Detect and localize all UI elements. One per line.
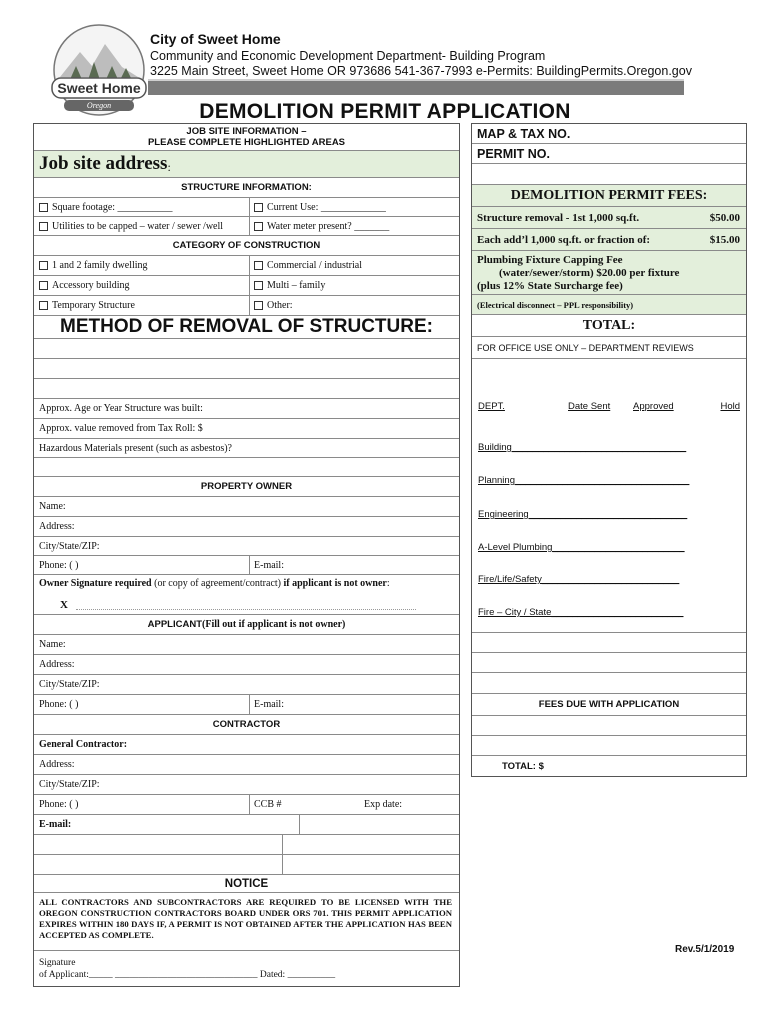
city-name: City of Sweet Home xyxy=(150,31,281,47)
other-label: Other: xyxy=(267,300,293,311)
job-site-heading-line-2: PLEASE COMPLETE HIGHLIGHTED AREAS xyxy=(147,137,346,148)
owner-heading-text: PROPERTY OWNER xyxy=(200,481,293,492)
application-form xyxy=(33,123,460,987)
map-tax-label: MAP & TAX NO. xyxy=(477,126,571,141)
blank-line[interactable] xyxy=(34,458,459,477)
owner-name-field[interactable] xyxy=(34,497,459,517)
owner-signature-condition: if applicant is not owner xyxy=(283,578,387,589)
owner-signature-field[interactable] xyxy=(34,575,459,615)
plumbing-fee-detail: (water/sewer/storm) $20.00 per fixture xyxy=(499,267,680,279)
structure-info-heading-text: STRUCTURE INFORMATION: xyxy=(181,182,312,193)
fees-heading-text: DEMOLITION PERMIT FEES: xyxy=(510,187,708,203)
contractor-phone-field[interactable] xyxy=(34,795,78,814)
age-field[interactable] xyxy=(34,399,459,419)
applicant-heading xyxy=(34,615,459,635)
job-site-heading-line-1: JOB SITE INFORMATION – xyxy=(186,126,307,137)
one-two-family-label: 1 and 2 family dwelling xyxy=(52,260,148,271)
contractor-city-field[interactable] xyxy=(34,775,459,795)
plumbing-surcharge: (plus 12% State Surcharge fee) xyxy=(477,280,623,292)
owner-city-label: City/State/ZIP: xyxy=(39,540,100,552)
total-due-field[interactable] xyxy=(472,756,746,776)
hazardous-field[interactable] xyxy=(34,439,459,458)
structure-removal-fee: $50.00 xyxy=(709,211,740,224)
contractor-phone-label: Phone: ( ) xyxy=(39,799,79,810)
review-planning[interactable]: Planning_________________________________ xyxy=(478,475,690,486)
commercial-checkbox[interactable] xyxy=(254,261,263,270)
job-site-address-colon: : xyxy=(167,159,171,174)
revision-date: Rev.5/1/2019 xyxy=(675,944,735,955)
contractor-heading xyxy=(34,715,459,735)
method-line-1[interactable] xyxy=(34,339,459,359)
logo-text: Sweet Home xyxy=(57,80,141,96)
blank-row-2[interactable] xyxy=(34,855,459,875)
blank-right-row[interactable] xyxy=(472,164,746,185)
job-site-address-label: Job site address xyxy=(39,153,168,174)
contractor-email-label: E-mail: xyxy=(39,819,72,830)
owner-address-field[interactable] xyxy=(34,517,459,537)
map-tax-field[interactable] xyxy=(472,124,746,144)
electrical-note: (Electrical disconnect – PPL responsibility) xyxy=(477,299,634,310)
square-footage-label: Square footage: ___________ xyxy=(52,201,173,213)
applicant-email-label: E-mail: xyxy=(254,699,284,710)
accessory-building-label: Accessory building xyxy=(52,280,130,291)
review-building[interactable]: Building_________________________________ xyxy=(478,442,687,453)
fees-due-row-2[interactable] xyxy=(472,736,746,756)
total-due-label: TOTAL: $ xyxy=(502,760,544,772)
contractor-address-label: Address: xyxy=(39,759,75,770)
temporary-structure-checkbox[interactable] xyxy=(39,301,48,310)
owner-city-field[interactable] xyxy=(34,537,459,556)
col-date-sent: Date Sent xyxy=(568,401,611,412)
applicant-signature-field[interactable] xyxy=(34,951,459,986)
document-title: DEMOLITION PERMIT APPLICATION xyxy=(199,100,571,123)
owner-signature-note: (or copy of agreement/contract) xyxy=(151,578,284,589)
one-two-family-checkbox[interactable] xyxy=(39,261,48,270)
plumbing-fee-label: Plumbing Fixture Capping Fee xyxy=(477,254,623,266)
contractor-heading-text: CONTRACTOR xyxy=(212,719,281,730)
each-additional-fee: $15.00 xyxy=(709,233,740,246)
signature-line xyxy=(76,609,416,610)
owner-address-label: Address: xyxy=(39,521,75,532)
age-label: Approx. Age or Year Structure was built: xyxy=(39,403,203,414)
ccb-label: CCB # xyxy=(254,799,282,810)
total-fee-field[interactable] xyxy=(472,315,746,337)
applicant-city-label: City/State/ZIP: xyxy=(39,679,100,690)
fees-due-text: FEES DUE WITH APPLICATION xyxy=(538,699,680,710)
department-name: Community and Economic Development Department- Building Program xyxy=(150,49,546,63)
review-engineering[interactable]: Engineering______________________________ xyxy=(478,509,688,520)
owner-phone-label: Phone: ( ) xyxy=(39,559,79,571)
applicant-phone-field[interactable] xyxy=(34,695,78,714)
department-reviews xyxy=(472,359,746,694)
notice-body xyxy=(34,893,459,951)
applicant-name-field[interactable] xyxy=(34,635,459,655)
utilities-capped-checkbox[interactable] xyxy=(39,222,48,231)
utilities-capped-label: Utilities to be capped – water / sewer /well xyxy=(52,220,224,232)
method-heading xyxy=(34,316,459,339)
owner-email-label: E-mail: xyxy=(254,559,284,571)
owner-email-field[interactable] xyxy=(249,556,284,574)
applicant-signature-label-2: of Applicant:_____ ______________________________ Dated: __________ xyxy=(39,970,336,980)
review-fire-life-safety[interactable]: Fire/Life/Safety__________________________ xyxy=(478,574,680,585)
method-line-3[interactable] xyxy=(34,379,459,399)
blank-row-1[interactable] xyxy=(34,835,459,855)
water-meter-label: Water meter present? _______ xyxy=(267,220,390,232)
header-bar-highlight xyxy=(148,79,684,81)
col-dept: DEPT. xyxy=(478,401,505,412)
owner-heading xyxy=(34,477,459,497)
other-checkbox[interactable] xyxy=(254,301,263,310)
structure-removal-label: Structure removal - 1st 1,000 sq.ft. xyxy=(477,211,640,224)
applicant-email-field[interactable] xyxy=(249,695,284,714)
notice-heading-text: NOTICE xyxy=(224,877,269,890)
owner-signature-required: Owner Signature required xyxy=(39,578,152,589)
category-heading-text: CATEGORY OF CONSTRUCTION xyxy=(172,240,321,251)
contractor-address-field[interactable] xyxy=(34,755,459,775)
contractor-city-label: City/State/ZIP: xyxy=(39,779,100,790)
current-use-checkbox[interactable] xyxy=(254,203,263,212)
fees-due-row-1[interactable] xyxy=(472,716,746,736)
method-heading-text: METHOD OF REMOVAL OF STRUCTURE: xyxy=(60,316,433,337)
exp-date-label: Exp date: xyxy=(364,799,403,810)
applicant-name-label: Name: xyxy=(39,639,66,650)
job-site-address-field[interactable] xyxy=(34,151,459,178)
applicant-phone-label: Phone: ( ) xyxy=(39,699,79,710)
signature-x-mark: X xyxy=(60,599,68,611)
office-panel xyxy=(471,123,747,777)
ccb-field[interactable] xyxy=(249,795,282,814)
logo-subtext: Oregon xyxy=(86,101,112,110)
review-fire-city-state[interactable]: Fire – City / State_________________________ xyxy=(478,607,684,618)
owner-signature-colon: : xyxy=(386,578,390,589)
method-line-2[interactable] xyxy=(34,359,459,379)
general-contractor-field[interactable] xyxy=(34,735,459,755)
owner-phone-field[interactable] xyxy=(34,556,78,574)
square-footage-checkbox[interactable] xyxy=(39,203,48,212)
department-address: 3225 Main Street, Sweet Home OR 973686 541-367-7993 e-Permits: BuildingPermits.Oregon.gov xyxy=(150,64,692,78)
office-use-heading xyxy=(472,337,746,359)
col-approved: Approved xyxy=(633,401,674,412)
applicant-address-field[interactable] xyxy=(34,655,459,675)
permit-no-label: PERMIT NO. xyxy=(477,146,550,161)
header-bar xyxy=(148,79,684,95)
applicant-signature-label-1: Signature xyxy=(39,958,76,968)
office-use-text: FOR OFFICE USE ONLY – DEPARTMENT REVIEWS xyxy=(477,342,694,353)
permit-no-field[interactable] xyxy=(472,144,746,164)
job-site-heading xyxy=(34,124,459,151)
fees-heading xyxy=(472,185,746,207)
multi-family-checkbox[interactable] xyxy=(254,281,263,290)
category-heading xyxy=(34,236,459,256)
commercial-label: Commercial / industrial xyxy=(267,260,362,271)
notice-text: ALL CONTRACTORS AND SUBCONTRACTORS ARE REQUIRED TO BE LICENSED WITH THE OREGON CONSTRUCTION CONTRACTORS BOARD UNDER ORS 701. THIS PERMIT APPLICATION EXPIRES WITHIN 180 DAYS IF, A PERMIT IS NOT OBTAINED AFTER THE APPLICATION HAS BEEN ACCEPTED AS COMPLETE. xyxy=(39,897,452,940)
temporary-structure-label: Temporary Structure xyxy=(52,300,135,311)
structure-info-heading xyxy=(34,178,459,198)
applicant-address-label: Address: xyxy=(39,659,75,670)
total-fee-label: TOTAL: xyxy=(582,317,636,333)
applicant-city-field[interactable] xyxy=(34,675,459,695)
applicant-heading-label: APPLICANT xyxy=(147,619,203,630)
hazardous-label: Hazardous Materials present (such as asbestos)? xyxy=(39,442,232,454)
general-contractor-label: General Contractor: xyxy=(39,739,128,750)
fees-due-heading xyxy=(472,694,746,716)
applicant-heading-note: (Fill out if applicant is not owner) xyxy=(202,619,346,630)
water-meter-checkbox[interactable] xyxy=(254,222,263,231)
tax-roll-value-label: Approx. value removed from Tax Roll: $ xyxy=(39,423,203,434)
review-plumbing[interactable]: A-Level Plumbing_________________________ xyxy=(478,542,685,553)
owner-name-label: Name: xyxy=(39,501,66,512)
notice-heading xyxy=(34,875,459,893)
contractor-email-field[interactable] xyxy=(34,815,71,834)
exp-date-field[interactable] xyxy=(359,795,402,814)
col-hold: Hold xyxy=(720,401,740,412)
each-additional-label: Each add’l 1,000 sq.ft. or fraction of: xyxy=(477,233,651,246)
tax-roll-value-field[interactable] xyxy=(34,419,459,439)
multi-family-label: Multi – family xyxy=(267,280,326,291)
current-use-label: Current Use: _____________ xyxy=(267,201,386,213)
accessory-building-checkbox[interactable] xyxy=(39,281,48,290)
